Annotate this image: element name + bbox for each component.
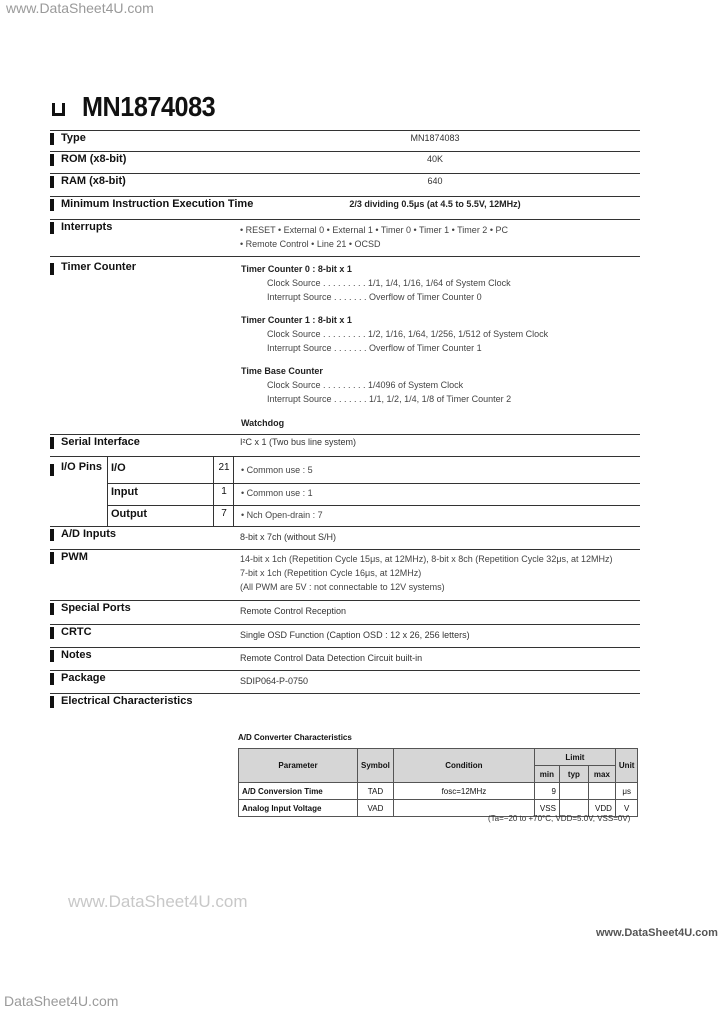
interrupts-line-1: • RESET • External 0 • External 1 • Timer 0 • Timer 1 • Timer 2 • PC <box>240 225 508 235</box>
row-marker <box>50 696 54 708</box>
row-marker <box>50 154 54 166</box>
page-title: MN1874083 <box>82 91 216 122</box>
io-desc: • Common use : 5 <box>241 465 313 475</box>
interrupts-line-2: • Remote Control • Line 21 • OCSD <box>240 239 381 249</box>
spec-row-electrical <box>50 693 640 714</box>
watchdog: Watchdog <box>241 418 285 428</box>
tc0-clock: Clock Source . . . . . . . . . 1/1, 1/4, 1/16, 1/64 of System Clock <box>267 278 511 288</box>
tbc-interrupt: Interrupt Source . . . . . . . 1/1, 1/2, 1/4, 1/8 of Timer Counter 2 <box>267 394 512 404</box>
title-bracket-icon <box>52 103 65 116</box>
row-value: Remote Control Data Detection Circuit built-in <box>240 653 423 663</box>
row-label: Notes <box>61 649 92 661</box>
cell-max: VDD <box>588 800 615 817</box>
io-desc: • Common use : 1 <box>241 488 313 498</box>
cell-max <box>588 783 615 800</box>
row-label: PWM <box>61 551 88 563</box>
watermark-mid: www.DataSheet4U.com <box>68 892 248 911</box>
row-label: Minimum Instruction Execution Time <box>61 198 254 210</box>
spec-row-io <box>50 456 640 527</box>
spec-row-ram <box>50 173 640 197</box>
spec-row-rom <box>50 151 640 174</box>
tc1-interrupt: Interrupt Source . . . . . . . Overflow of Timer Counter 1 <box>267 343 482 353</box>
pwm-line-1: 14-bit x 1ch (Repetition Cycle 15μs, at 12MHz), 8-bit x 8ch (Repetition Cycle 32μs, at 12MHz) <box>240 554 613 564</box>
header-condition: Condition <box>393 749 534 783</box>
cell-unit: μs <box>615 783 638 800</box>
row-value: 8-bit x 7ch (without S/H) <box>240 532 337 542</box>
io-name: I/O <box>111 462 126 474</box>
watermark-top[interactable]: www.DataSheet4U.com <box>6 0 154 16</box>
adc-conditions: (Ta=−20 to +70°C, VDD=5.0V, VSS=0V) <box>488 814 631 823</box>
divider <box>107 457 108 527</box>
pwm-line-3: (All PWM are 5V : not connectable to 12V systems) <box>240 582 445 592</box>
header-parameter: Parameter <box>239 749 358 783</box>
io-desc: • Nch Open-drain : 7 <box>241 510 323 520</box>
row-marker <box>50 133 54 145</box>
row-marker <box>50 650 54 662</box>
cell-symbol: TAD <box>358 783 394 800</box>
tbc-heading: Time Base Counter <box>241 366 323 376</box>
row-label: Electrical Characteristics <box>61 695 193 707</box>
row-value: 2/3 dividing 0.5μs (at 4.5 to 5.5V, 12MHz) <box>349 199 521 209</box>
row-label: CRTC <box>61 626 92 638</box>
cell-symbol: VAD <box>358 800 394 817</box>
table-row <box>239 783 638 800</box>
row-label: Type <box>61 132 86 144</box>
row-value: Remote Control Reception <box>240 606 347 616</box>
row-value: Single OSD Function (Caption OSD : 12 x 26, 256 letters) <box>240 630 470 640</box>
io-name: Input <box>111 486 138 498</box>
divider <box>107 505 640 506</box>
tc0-heading: Timer Counter 0 : 8-bit x 1 <box>241 264 352 274</box>
row-marker <box>50 263 54 275</box>
row-marker <box>50 437 54 449</box>
spec-row-pwm <box>50 549 640 601</box>
io-count: 7 <box>221 508 227 519</box>
cell-min: 9 <box>534 783 559 800</box>
row-value: 640 <box>427 176 443 186</box>
header-limit: Limit <box>534 749 615 766</box>
row-label: RAM (x8-bit) <box>61 175 126 187</box>
row-marker <box>50 673 54 685</box>
row-value: MN1874083 <box>410 133 460 143</box>
spec-row-crtc <box>50 624 640 648</box>
row-label: A/D Inputs <box>61 528 116 540</box>
row-label: Interrupts <box>61 221 113 233</box>
row-label: Special Ports <box>61 602 131 614</box>
row-marker <box>50 464 54 476</box>
adc-table-title: A/D Converter Characteristics <box>238 733 352 742</box>
row-label: I/O Pins <box>61 461 102 473</box>
adc-table <box>238 748 638 817</box>
row-label: Package <box>61 672 106 684</box>
row-marker <box>50 552 54 564</box>
spec-row-interrupts <box>50 219 640 257</box>
row-label: ROM (x8-bit) <box>61 153 127 165</box>
row-marker <box>50 176 54 188</box>
header-typ: typ <box>559 766 588 783</box>
io-name: Output <box>111 508 148 520</box>
pwm-line-2: 7-bit x 1ch (Repetition Cycle 16μs, at 12MHz) <box>240 568 422 578</box>
spec-row-notes <box>50 647 640 671</box>
cell-condition: fosc=12MHz <box>393 783 534 800</box>
tc0-interrupt: Interrupt Source . . . . . . . Overflow of Timer Counter 0 <box>267 292 482 302</box>
row-label: Timer Counter <box>61 261 136 273</box>
cell-parameter: Analog Input Voltage <box>239 800 358 817</box>
cell-typ <box>559 783 588 800</box>
io-count: 1 <box>221 486 227 497</box>
header-min: min <box>534 766 559 783</box>
spec-row-timer <box>50 256 640 435</box>
header-max: max <box>588 766 615 783</box>
cell-min: VSS <box>534 800 559 817</box>
row-marker <box>50 199 54 211</box>
row-value: I²C x 1 (Two bus line system) <box>240 437 357 447</box>
row-marker <box>50 627 54 639</box>
row-value: 40K <box>426 154 443 164</box>
spec-row-type <box>50 130 640 152</box>
row-value: SDIP064-P-0750 <box>240 676 309 686</box>
tbc-clock: Clock Source . . . . . . . . . 1/4096 of System Clock <box>267 380 464 390</box>
header-unit: Unit <box>615 749 638 783</box>
row-marker <box>50 529 54 541</box>
spec-row-special <box>50 600 640 625</box>
spec-row-min-exec <box>50 196 640 220</box>
divider <box>107 483 640 484</box>
tc1-heading: Timer Counter 1 : 8-bit x 1 <box>241 315 352 325</box>
cell-unit: V <box>615 800 638 817</box>
tc1-clock: Clock Source . . . . . . . . . 1/2, 1/16, 1/64, 1/256, 1/512 of System Clock <box>267 329 549 339</box>
row-marker <box>50 603 54 615</box>
watermark-right[interactable]: www.DataSheet4U.com <box>596 927 718 939</box>
io-count: 21 <box>218 462 230 473</box>
spec-row-ad <box>50 526 640 550</box>
row-marker <box>50 222 54 234</box>
spec-row-package <box>50 670 640 694</box>
spec-row-serial <box>50 434 640 457</box>
row-label: Serial Interface <box>61 436 140 448</box>
watermark-bottom[interactable]: DataSheet4U.com <box>4 993 119 1009</box>
cell-parameter: A/D Conversion Time <box>239 783 358 800</box>
header-symbol: Symbol <box>358 749 394 783</box>
